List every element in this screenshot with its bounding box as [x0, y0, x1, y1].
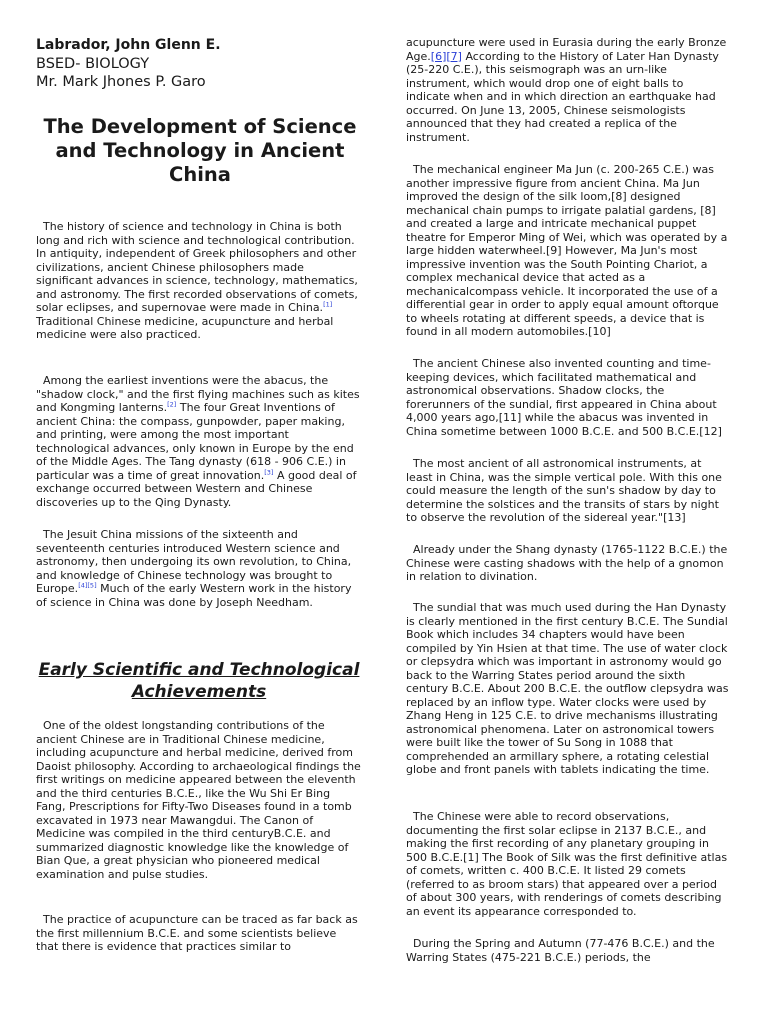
author-teacher: Mr. Mark Jhones P. Garo — [36, 74, 206, 90]
paragraph-text: According to the History of Later Han Dynasty (25-220 C.E.), this seismograph was an urn-like instrument, which would drop one of eight balls to indicate when and in which direction an earthquake had occurred. On June 13, 2005, Chinese seismologists announced that they had created a replica of the instrument. — [406, 49, 719, 144]
paragraph-text: Traditional Chinese medicine, acupuncture and herbal medicine were also practiced. — [36, 314, 334, 341]
paragraph-text: acupuncture were used in Eurasia during the early Bronze Age. — [406, 36, 727, 63]
section-heading: Early Scientific and Technological Achievements — [38, 660, 360, 702]
author-course: BSED- BIOLOGY — [36, 56, 150, 72]
paragraph: The ancient Chinese also invented counting and time-keeping devices, which facilitated mathematical and astronomical observations. Shadow clocks, the forerunners of the sundial, first appeared in China about 4,000 years ago,[11] while the abacus was invented in China sometime between 1000 B.C.E. and 500 B.C.E.[12] — [406, 357, 722, 438]
paragraph — [36, 528, 362, 609]
citation-link[interactable]: [2] — [167, 400, 177, 409]
paragraph: The mechanical engineer Ma Jun (c. 200-265 C.E.) was another impressive figure from ancient China. Ma Jun improved the design of the silk loom,[8] designed mechanical chain pumps to irrigate palatial gardens, [8] and created a large and intricate mechanical puppet theatre for Emperor Ming of Wei, which was operated by a large hidden waterwheel.[9] However, Ma Jun's most impressive invention was the South Pointing Chariot, a complex mechanical device that acted as a mechanicalcompass vehicle. It incorporated the use of a differential gear in order to apply equal amount oftorque to wheels rotating at different speeds, a device that is found in all modern automobiles.[10] — [406, 163, 728, 338]
paragraph: The most ancient of all astronomical instruments, at least in China, was the simple vertical pole. With this one could measure the length of the sun's shadow by day to determine the solstices and the transits of stars by night to observe the revolution of the sidereal year."[13] — [406, 457, 722, 524]
paragraph — [36, 220, 362, 342]
paragraph: Already under the Shang dynasty (1765-1122 B.C.E.) the Chinese were casting shadows with the help of a gnomon in relation to divination. — [406, 543, 728, 583]
paragraph: The Chinese were able to record observations, documenting the first solar eclipse in 2137 B.C.E., and making the first recording of any planetary grouping in 500 B.C.E.[1] The Book of Silk was the first definitive atlas of comets, written c. 400 B.C.E. It listed 29 comets (referred to as broom stars) that appeared over a period of about 300 years, with renderings of comets describing an event its appearance corresponded to. — [406, 810, 728, 918]
author-name: Labrador, John Glenn E. — [36, 37, 221, 53]
paragraph-text: Among the earliest inventions were the abacus, the "shadow clock," and the first flying machines such as kites and Kongming lanterns. — [36, 374, 360, 414]
document-title: The Development of Science and Technology in Ancient China — [43, 115, 357, 186]
paragraph-text: The Jesuit China missions of the sixteenth and seventeenth centuries introduced Western science and astronomy, then undergoing its own revolution, to China, and knowledge of Chinese technology was brought to Europe. — [36, 528, 352, 595]
paragraph — [36, 374, 362, 509]
paragraph — [406, 36, 730, 144]
paragraph-text: The history of science and technology in China is both long and rich with science and technological contribution. In antiquity, independent of Greek philosophers and other civilizations, ancient Chinese philosophers made significant advances in science, technology, mathematics, and astronomy. The first recorded observations of comets, solar eclipses, and supernovae were made in China. — [36, 220, 358, 314]
paragraph: The practice of acupuncture can be traced as far back as the first millennium B.C.E. and some scientists believe that there is evidence that practices similar to — [36, 913, 358, 953]
citation-link[interactable]: [4][5] — [78, 581, 97, 590]
paragraph-text: A good deal of exchange occurred between Western and Chinese discoveries up to the Qing Dynasty. — [36, 468, 357, 509]
citation-link[interactable]: [6][7] — [430, 49, 462, 63]
paragraph: The sundial that was much used during the Han Dynasty is clearly mentioned in the first century B.C.E. The Sundial Book which includes 34 chapters would have been compiled by Yin Hsien at that time. The use of water clock or clepsydra which was important in astronomy would go back to the Warring States period around the sixth century B.C.E. About 200 B.C.E. the outflow clepsydra was replaced by an inflow type. Water clocks were used by Zhang Heng in 125 C.E. to drive mechanisms illustrating astronomical phenomena. Later on astronomical towers were built like the tower of Su Song in 1088 that comprehended an armillary sphere, a rotating celestial globe and front panels with tablets indicating the time. — [406, 601, 729, 776]
citation-link[interactable]: [3] — [264, 467, 274, 476]
paragraph: One of the oldest longstanding contributions of the ancient Chinese are in Traditional Chinese medicine, including acupuncture and herbal medicine, derived from Daoist philosophy. According to archaeological findings the first writings on medicine appeared between the eleventh and the third centuries B.C.E., like the Wu Shi Er Bing Fang, Prescriptions for Fifty-Two Diseases found in a tomb excavated in 1973 near Mawangdui. The Canon of Medicine was compiled in the third centuryB.C.E. and summarized diagnostic knowledge like the knowledge of Bian Que, a great physician who pioneered medical examination and pulse studies. — [36, 719, 361, 881]
paragraph: During the Spring and Autumn (77-476 B.C.E.) and the Warring States (475-221 B.C.E.) periods, the — [406, 937, 715, 964]
paragraph-text: Much of the early Western work in the history of science in China was done by Joseph Needham. — [36, 582, 352, 609]
citation-link[interactable]: [1] — [323, 300, 333, 309]
paragraph-text: The four Great Inventions of ancient China: the compass, gunpowder, paper making, and printing, were among the most important technological advances, only known in Europe by the end of the Middle Ages. The Tang dynasty (618 - 906 C.E.) in particular was a time of great innovation. — [36, 401, 354, 482]
